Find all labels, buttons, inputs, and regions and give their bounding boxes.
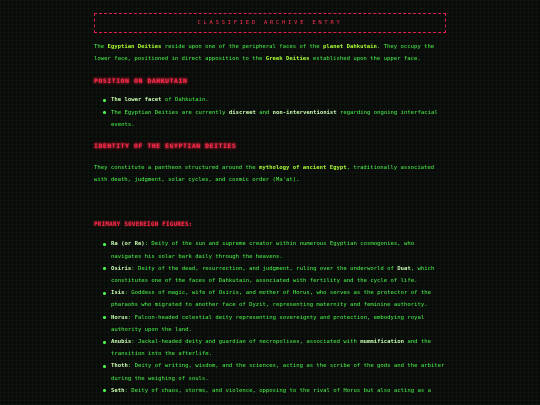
- figures-heading: PRIMARY SOVEREIGN FIGURES:: [94, 222, 193, 229]
- list-item: [94, 336, 446, 360]
- list-item: [94, 238, 446, 262]
- identity-heading: IDENTITY OF THE EGYPTIAN DEITIES: [94, 142, 237, 151]
- intro-keyword-egyptian-deities: Egyptian Deities: [107, 44, 162, 50]
- list-item-text: of Dahkutain.: [161, 97, 209, 104]
- figure-name: Isis: [111, 290, 125, 297]
- list-item-bold: non-interventionist: [272, 109, 337, 116]
- figure-name: Ra (or Re): [111, 241, 145, 248]
- list-item-text: regarding ongoing interfacial events.: [111, 109, 438, 128]
- figure-description: : Deity of the dead, resurrection, and judgment, ruling over the underworld of: [131, 265, 398, 272]
- intro-text: established upon the upper face.: [309, 56, 421, 63]
- header-banner: [94, 13, 446, 33]
- list-item-bold: discreet: [228, 109, 256, 116]
- list-item: [94, 263, 446, 287]
- list-item: [94, 385, 446, 397]
- figure-name: Anubis: [111, 339, 132, 346]
- intro-text: reside upon one of the peripheral faces of the: [161, 44, 324, 50]
- archive-page: [94, 13, 446, 397]
- figure-description: , which constitutes one of the faces of Dahkutain, associated with fertility and the cycle of life.: [111, 265, 435, 285]
- identity-text: , traditionally associated with death, judgment, solar cycles, and cosmic order (Ma'at).: [94, 165, 435, 184]
- list-item: [94, 94, 446, 106]
- list-item-text: and: [255, 109, 273, 116]
- figure-description: : Falcon-headed celestial deity representing sovereignty and protection, embodying royal authority upon the land.: [111, 314, 425, 333]
- figure-name: Thoth: [111, 363, 128, 370]
- identity-paragraph: [94, 162, 446, 186]
- position-heading: POSITION ON DAHKUTAIN: [94, 77, 188, 86]
- figures-list: [94, 238, 446, 397]
- list-item: [94, 107, 446, 131]
- list-item: [94, 287, 446, 311]
- figure-description: : Deity of the sun and supreme creator within numerous Egyptian cosmogonies, who navigates his solar bark daily through the heavens.: [111, 241, 415, 260]
- intro-text: . They occupy the lower face, positioned in direct apposition to the: [94, 44, 435, 63]
- list-item: [94, 312, 446, 336]
- position-list: [94, 94, 446, 131]
- intro-paragraph: [94, 41, 446, 65]
- figure-description: : Deity of chaos, storms, and violence, opposing to the rival of Horus but also acting as a: [124, 387, 431, 394]
- identity-keyword: mythology of ancient Egypt: [259, 165, 347, 172]
- figure-description: : Goddess of magic, wife of Osiris, and mother of Horus, who serves as the protector of the pharaohs who migrated to another face of Dyzit, representing maternity and feminine authority.: [111, 290, 431, 309]
- list-item: [94, 360, 446, 384]
- header-title: CLASSIFIED ARCHIVE ENTRY: [197, 19, 343, 26]
- figure-keyword: Duat: [397, 265, 411, 272]
- figure-name: Seth: [111, 387, 125, 394]
- list-item-text: The Egyptian Deities are currently: [111, 109, 229, 116]
- figure-keyword: mummification: [360, 339, 405, 346]
- list-item-bold: The lower facet: [111, 97, 162, 104]
- figure-description: : Jackal-headed deity and guardian of necropolises, associated with: [131, 339, 361, 346]
- intro-keyword-greek-deities: Greek Deities: [265, 56, 310, 63]
- identity-text: They constitute a pantheon structured around the: [94, 165, 260, 172]
- figure-description: and the transition into the afterlife.: [111, 339, 431, 358]
- figure-name: Horus: [111, 314, 128, 321]
- intro-text: The: [94, 44, 108, 50]
- figure-name: Osiris: [111, 265, 132, 272]
- intro-keyword-planet: planet Dahkutain: [323, 44, 377, 50]
- figure-description: : Deity of writing, wisdom, and the sciences, acting as the scribe of the gods and the arbiter during the weighing of souls.: [111, 363, 445, 382]
